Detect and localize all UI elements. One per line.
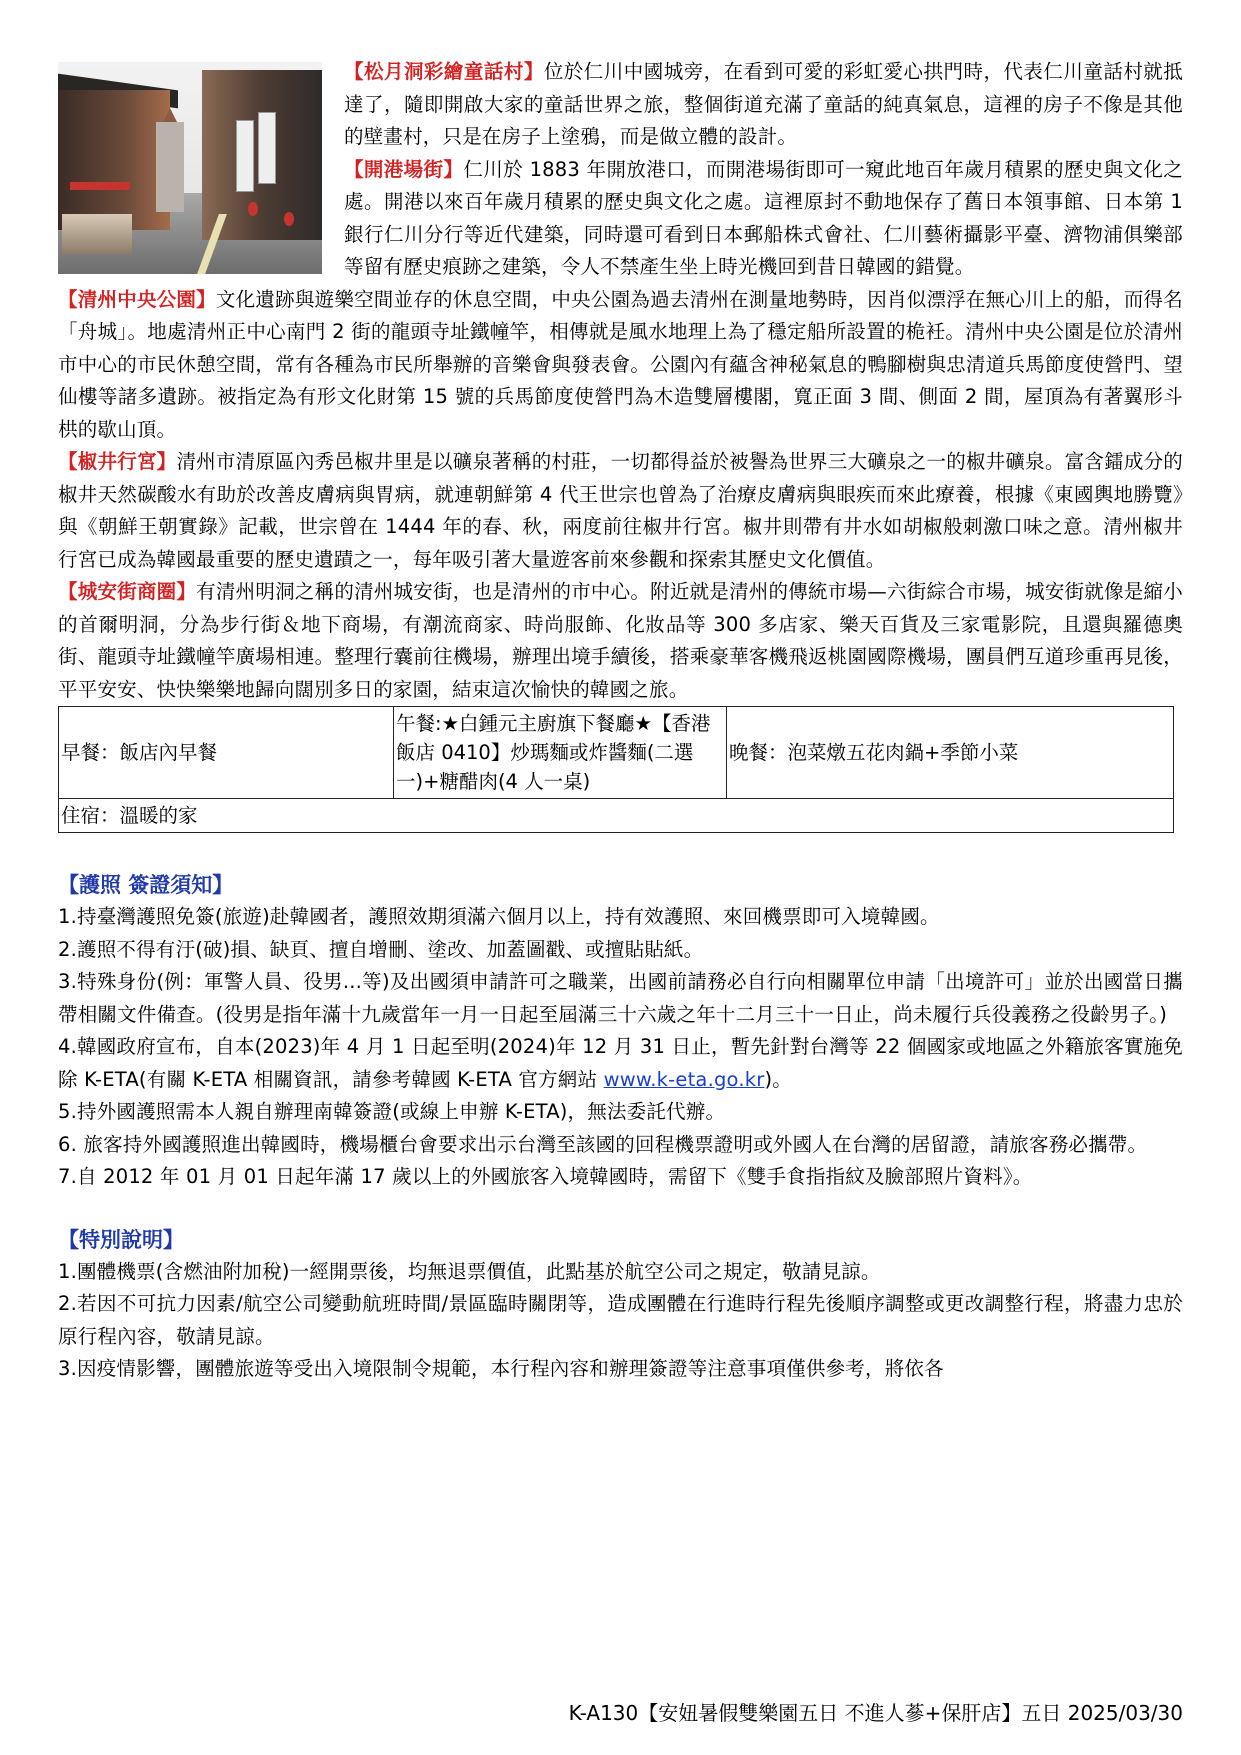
special-item: 1.團體機票(含燃油附加稅)一經開票後，均無退票價值，此點基於航空公司之規定，敬請見諒。 [58, 1259, 881, 1283]
street-photo [58, 62, 322, 274]
visa-item: 1.持臺灣護照免簽(旅遊)赴韓國者，護照效期須滿六個月以上，持有效護照、來回機票即可入境韓國。 [58, 905, 940, 928]
meal-table [58, 706, 1174, 833]
visa-item: 5.持外國護照需本人親自辦理南韓簽證(或線上申辦 K-ETA)，無法委託代辦。 [58, 1100, 726, 1123]
dinner-cell: 晚餐：泡菜燉五花肉鍋+季節小菜 [727, 707, 1174, 799]
visa-item-keta: 4.韓國政府宣布，自本(2023)年 4 月 1 日起至明(2024)年 12 月 31 日止，暫先針對台灣等 22 個國家或地區之外籍旅客實施免除 K-ETA(有關 K-ETA 相關資訊，請參考韓國 K-ETA 官方網站 www.k-eta.go.kr)。 [58, 1035, 1183, 1091]
keta-link[interactable]: www.k-eta.go.kr [603, 1067, 765, 1091]
hotel-cell: 住宿：溫暖的家 [59, 799, 1174, 833]
attraction-seongan: 【城安街商圈】有清州明洞之稱的清州城安街，也是清州的市中心。附近就是清州的傳統市場—六街綜合市場，城安街就像是縮小的首爾明洞，分為步行街＆地下商場，有潮流商家、時尚服飾、化妝品等 300 多店家、樂天百貨及三家電影院，且還與羅德奧街、龍頭寺址鐵幢竿廣場相連。整理行囊前往機場，辦理出境手續後，搭乘豪華客機飛返桃園國際機場，團員們互道珍重再見後，平平安安、快快樂樂地歸向闊別多日的家園，結束這次愉快的韓國之旅。 [58, 580, 1183, 701]
visa-item: 3.特殊身份(例：軍警人員、役男...等)及出國須申請許可之職業，出國前請務必自行向相關單位申請「出境許可」並於出國當日攜帶相關文件備查。(役男是指年滿十九歲當年一月一日起至屆滿三十六歲之年十二月三十一日止，尚未履行兵役義務之役齡男子。) [58, 970, 1183, 1026]
visa-item: 2.護照不得有汙(破)損、缺頁、擅自增刪、塗改、加蓋圖戳、或擅貼貼紙。 [58, 937, 704, 961]
special-title: 【特別說明】 [58, 1227, 184, 1252]
page-footer: K-A130【安妞暑假雙樂園五日 不進人蔘+保肝店】五日 2025/03/30 [568, 1701, 1183, 1725]
special-item: 3.因疫情影響，團體旅遊等受出入境限制令規範，本行程內容和辦理簽證等注意事項僅供參考，將依各 [58, 1357, 944, 1380]
attraction-chojeong: 【椒井行宮】清州市清原區內秀邑椒井里是以礦泉著稱的村莊，一切都得益於被譽為世界三大礦泉之一的椒井礦泉。富含鐳成分的椒井天然碳酸水有助於改善皮膚病與胃病，就連朝鮮第 4 代王世宗也曾為了治療皮膚病與眼疾而來此療養，根據《東國輿地勝覽》與《朝鮮王朝實錄》記載，世宗曾在 1444 年的春、秋，兩度前往椒井行宮。椒井則帶有井水如胡椒般刺激口味之意。清州椒井行宮已成為韓國最重要的歷史遺蹟之一，每年吸引著大量遊客前來參觀和探索其歷史文化價值。 [58, 450, 1184, 571]
visa-title: 【護照 簽證須知】 [58, 873, 234, 897]
hotel-row [59, 799, 1174, 833]
attraction-songwol: 【松月洞彩繪童話村】位於仁川中國城旁，在看到可愛的彩虹愛心拱門時，代表仁川童話村就抵達了，隨即開啟大家的童話世界之旅，整個街道充滿了童話的純真氣息，這裡的房子不像是其他的壁畫村，只是在房子上塗鴉，而是做立體的設計。 [344, 60, 1183, 148]
visa-item: 6. 旅客持外國護照進出韓國時，機場櫃台會要求出示台灣至該國的回程機票證明或外國人在台灣的居留證，請旅客務必攜帶。 [58, 1132, 1148, 1156]
lunch-cell: 午餐:★白鍾元主廚旗下餐廳★【香港飯店 0410】炒瑪麵或炸醬麵(二選一)+糖醋肉(4 人一桌) [394, 707, 727, 799]
attraction-cheongju-park: 【清州中央公園】文化遺跡與遊樂空間並存的休息空間，中央公園為過去清州在測量地勢時，因肖似漂浮在無心川上的船，而得名「舟城」。地處清州正中心南門 2 街的龍頭寺址鐵幢竿，相傳就是風水地理上為了穩定船所設置的桅衽。清州中央公園是位於清州市中心的市民休憩空間，常有各種為市民所舉辦的音樂會與發表會。公園內有蘊含神秘氣息的鴨腳樹與忠清道兵馬節度使營門、望仙樓等諸多遺跡。被指定為有形文化財第 15 號的兵馬節度使營門為木造雙層樓閣，寬正面 3 間、側面 2 間，屋頂為有著翼形斗栱的歇山頂。 [58, 287, 1183, 441]
breakfast-cell: 早餐：飯店內早餐 [59, 707, 394, 799]
meal-row [59, 707, 1174, 799]
attraction-gaehangjang: 【開港場街】仁川於 1883 年開放港口，而開港場街即可一窺此地百年歲月積累的歷史與文化之處。開港以來百年歲月積累的歷史與文化之處。這裡原封不動地保存了舊日本領事館、日本第 1 銀行仁川分行等近代建築，同時還可看到日本郵船株式會社、仁川藝術攝影平臺、濟物浦俱樂部等留有歷史痕跡之建築，令人不禁產生坐上時光機回到昔日韓國的錯覺。 [344, 157, 1183, 278]
visa-item: 7.自 2012 年 01 月 01 日起年滿 17 歲以上的外國旅客入境韓國時，需留下《雙手食指指紋及臉部照片資料》。 [58, 1165, 1033, 1188]
special-item: 2.若因不可抗力因素/航空公司變動航班時間/景區臨時關閉等，造成團體在行進時行程先後順序調整或更改調整行程，將盡力忠於原行程內容，敬請見諒。 [58, 1292, 1183, 1348]
page-content [58, 56, 1183, 1386]
